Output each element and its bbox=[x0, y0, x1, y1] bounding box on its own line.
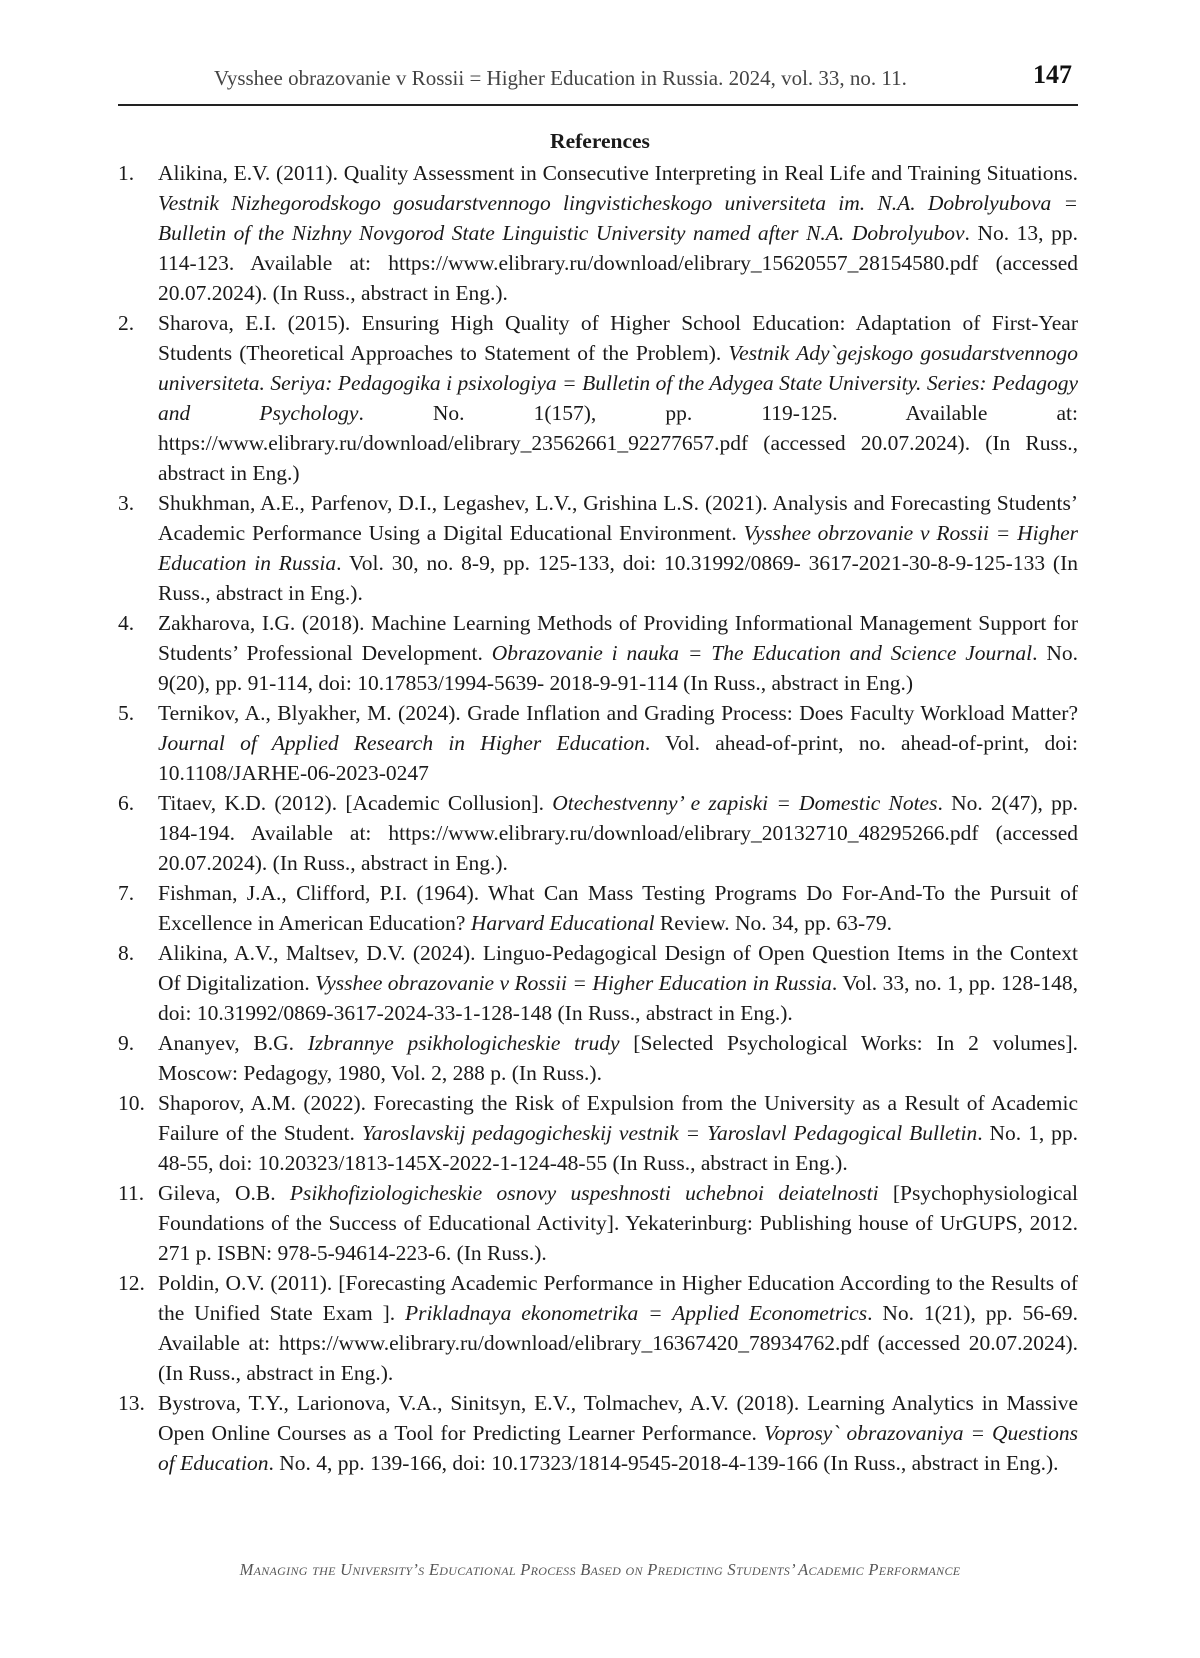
section-title: References bbox=[550, 129, 650, 153]
reference-source-title: Prikladnaya ekonometrika = Applied Econometrics bbox=[405, 1301, 868, 1325]
reference-segment: Zakharova, I.G. (2018). Machine Learning Methods of Providing Informational Management Support for Students’ Professional Development. bbox=[158, 611, 1078, 665]
reference-item bbox=[118, 308, 1078, 488]
reference-item bbox=[118, 608, 1078, 698]
reference-segment: . Vol. 30, no. 8-9, pp. 125-133, doi: 10.31992/0869- 3617-2021-30-8-9-125-133 (In Russ., abstract in Eng.). bbox=[158, 551, 1078, 605]
journal-citation: Vysshee obrazovanie v Rossii = Higher Education in Russia. 2024, vol. 33, no. 11. bbox=[214, 66, 907, 90]
reference-source-title: Voprosy` obrazovaniya = Questions of Education bbox=[158, 1421, 1078, 1475]
reference-segment: Sharova, E.I. (2015). Ensuring High Quality of Higher School Education: Adaptation of First-Year Students (Theoretical Approaches to Statement of the Problem). bbox=[158, 311, 1078, 365]
reference-number: 4. bbox=[118, 611, 135, 635]
reference-segment: . No. 2(47), pp. 184-194. Available at: https://www.elibrary.ru/download/elibrary_20132710_48295266.pdf (accessed 20.07.2024). (In Russ., abstract in Eng.). bbox=[158, 791, 1078, 875]
reference-segment: Fishman, J.A., Clifford, P.I. (1964). What Can Mass Testing Programs Do For-And-To the Pursuit of Excellence in American Education? bbox=[158, 881, 1078, 935]
reference-item bbox=[118, 488, 1078, 608]
reference-segment: Poldin, O.V. (2011). [Forecasting Academic Performance in Higher Education According to the Results of the Unified State Exam ]. bbox=[158, 1271, 1078, 1325]
reference-source-title: Vestnik Nizhegorodskogo gosudarstvennogo lingvisticheskogo universiteta im. N.A. Dobrolyubova = Bulletin of the Nizhny Novgorod State Linguistic University named after N.A. Dobrolyubov bbox=[158, 191, 1078, 245]
reference-text bbox=[158, 788, 1078, 878]
reference-number: 8. bbox=[118, 941, 135, 965]
reference-segment: . No. 13, pp. 114-123. Available at: https://www.elibrary.ru/download/elibrary_15620557_28154580.pdf (accessed 20.07.2024). (In Russ., abstract in Eng.). bbox=[158, 221, 1078, 305]
reference-item bbox=[118, 878, 1078, 938]
reference-segment: Alikina, A.V., Maltsev, D.V. (2024). Linguo-Pedagogical Design of Open Question Items in the Context Of Digitalization. bbox=[158, 941, 1078, 995]
reference-item bbox=[118, 698, 1078, 788]
reference-segment: Shaporov, A.M. (2022). Forecasting the Risk of Expulsion from the University as a Result of Academic Failure of the Student. bbox=[158, 1091, 1078, 1145]
reference-number: 10. bbox=[118, 1091, 145, 1115]
reference-text bbox=[158, 1268, 1078, 1388]
reference-number: 11. bbox=[118, 1181, 145, 1205]
reference-number: 9. bbox=[118, 1031, 135, 1055]
reference-number: 6. bbox=[118, 791, 135, 815]
reference-item bbox=[118, 1028, 1078, 1088]
reference-text bbox=[158, 608, 1078, 698]
reference-segment: . No. 9(20), pp. 91-114, doi: 10.17853/1994-5639- 2018-9-91-114 (In Russ., abstract in Eng.) bbox=[158, 641, 1078, 695]
reference-text bbox=[158, 1388, 1078, 1478]
reference-segment: . No. 1(21), pp. 56-69. Available at: https://www.elibrary.ru/download/elibrary_16367420_78934762.pdf (accessed 20.07.2024). (In Russ., abstract in Eng.). bbox=[158, 1301, 1078, 1385]
reference-segment: . No. 4, pp. 139-166, doi: 10.17323/1814-9545-2018-4-139-166 (In Russ., abstract in Eng.). bbox=[268, 1451, 1059, 1475]
reference-text bbox=[158, 1088, 1078, 1178]
reference-item bbox=[118, 1178, 1078, 1268]
reference-segment: Titaev, K.D. (2012). [Academic Collusion]. bbox=[158, 791, 553, 815]
reference-number: 2. bbox=[118, 311, 135, 335]
reference-source-title: Yaroslavskij pedagogicheskij vestnik = Yaroslavl Pedagogical Bulletin bbox=[361, 1121, 978, 1145]
reference-source-title: Psikhofiziologicheskie osnovy uspeshnosti uchebnoi deiatelnosti bbox=[289, 1181, 879, 1205]
reference-number: 1. bbox=[118, 161, 135, 185]
reference-text bbox=[158, 1178, 1078, 1268]
reference-source-title: Vestnik Ady`gejskogo gosudarstvennogo universiteta. Seriya: Pedagogika i psixologiya = Bulletin of the Adygea State University. Series: Pedagogy and Psychology bbox=[158, 341, 1078, 425]
reference-text bbox=[158, 878, 1078, 938]
reference-number: 7. bbox=[118, 881, 135, 905]
reference-item bbox=[118, 1388, 1078, 1478]
reference-source-title: Vysshee obrzovanie v Rossii = Higher Education in Russia bbox=[158, 521, 1078, 575]
reference-number: 12. bbox=[118, 1271, 145, 1295]
reference-number: 5. bbox=[118, 701, 135, 725]
reference-segment: [Selected Psychological Works: In 2 volumes]. Moscow: Pedagogy, 1980, Vol. 2, 288 p. (In Russ.). bbox=[158, 1031, 1078, 1085]
reference-item bbox=[118, 938, 1078, 1028]
reference-text bbox=[158, 698, 1078, 788]
reference-item bbox=[118, 788, 1078, 878]
reference-segment: Bystrova, T.Y., Larionova, V.A., Sinitsyn, E.V., Tolmachev, A.V. (2018). Learning Analytics in Massive Open Online Courses as a Tool for Predicting Learner Performance. bbox=[158, 1391, 1078, 1445]
reference-segment: . No. 1(157), pp. 119-125. Available at: https://www.elibrary.ru/download/elibrary_23562661_92277657.pdf (accessed 20.07.2024). (In Russ., abstract in Eng.) bbox=[158, 401, 1078, 485]
running-footer: Managing the University’s Educational Process Based on Predicting Students’ Academic Performance bbox=[239, 1560, 961, 1579]
reference-segment: Review. No. 34, pp. 63-79. bbox=[654, 911, 893, 935]
reference-segment: Gileva, O.B. bbox=[158, 1181, 290, 1205]
reference-segment: . Vol. 33, no. 1, pp. 128-148, doi: 10.31992/0869-3617-2024-33-1-128-148 (In Russ., abstract in Eng.). bbox=[158, 971, 1079, 1025]
reference-source-title: Harvard Educational bbox=[470, 911, 655, 935]
reference-segment: . Vol. ahead-of-print, no. ahead-of-print, doi: 10.1108/JARHE-06-2023-0247 bbox=[158, 731, 1078, 785]
page-number: 147 bbox=[1033, 60, 1072, 89]
reference-text bbox=[158, 1028, 1078, 1088]
reference-source-title: Journal of Applied Research in Higher Education bbox=[158, 731, 645, 755]
reference-source-title: Otechestvenny’ e zapiski = Domestic Notes bbox=[552, 791, 938, 815]
reference-segment: [Psychophysiological Foundations of the Success of Educational Activity]. Yekaterinburg: Publishing house of UrGUPS, 2012. 271 p. ISBN: 978-5-94614-223-6. (In Russ.). bbox=[158, 1181, 1079, 1265]
reference-item bbox=[118, 1268, 1078, 1388]
reference-number: 13. bbox=[118, 1391, 145, 1415]
reference-source-title: Obrazovanie i nauka = The Education and Science Journal bbox=[491, 641, 1033, 665]
reference-segment: Ananyev, B.G. bbox=[158, 1031, 308, 1055]
reference-source-title: Vysshee obrazovanie v Rossii = Higher Education in Russia bbox=[315, 971, 832, 995]
reference-text bbox=[158, 158, 1078, 308]
reference-item bbox=[118, 158, 1078, 308]
reference-segment: . No. 1, pp. 48-55, doi: 10.20323/1813-145X-2022-1-124-48-55 (In Russ., abstract in Eng.). bbox=[158, 1121, 1078, 1175]
reference-segment: Shukhman, A.E., Parfenov, D.I., Legashev, L.V., Grishina L.S. (2021). Analysis and Forecasting Students’ Academic Performance Using a Digital Educational Environment. bbox=[158, 491, 1078, 545]
reference-segment: Ternikov, A., Blyakher, M. (2024). Grade Inflation and Grading Process: Does Faculty Workload Matter? bbox=[158, 701, 1078, 725]
reference-text bbox=[158, 938, 1078, 1028]
reference-item bbox=[118, 1088, 1078, 1178]
reference-number: 3. bbox=[118, 491, 135, 515]
reference-source-title: Izbrannye psikhologicheskie trudy bbox=[307, 1031, 620, 1055]
running-header bbox=[118, 56, 1078, 106]
reference-segment: Alikina, E.V. (2011). Quality Assessment in Consecutive Interpreting in Real Life and Training Situations. bbox=[158, 161, 1078, 185]
reference-text bbox=[158, 308, 1078, 488]
reference-text bbox=[158, 488, 1078, 608]
reference-list bbox=[118, 158, 1078, 1478]
